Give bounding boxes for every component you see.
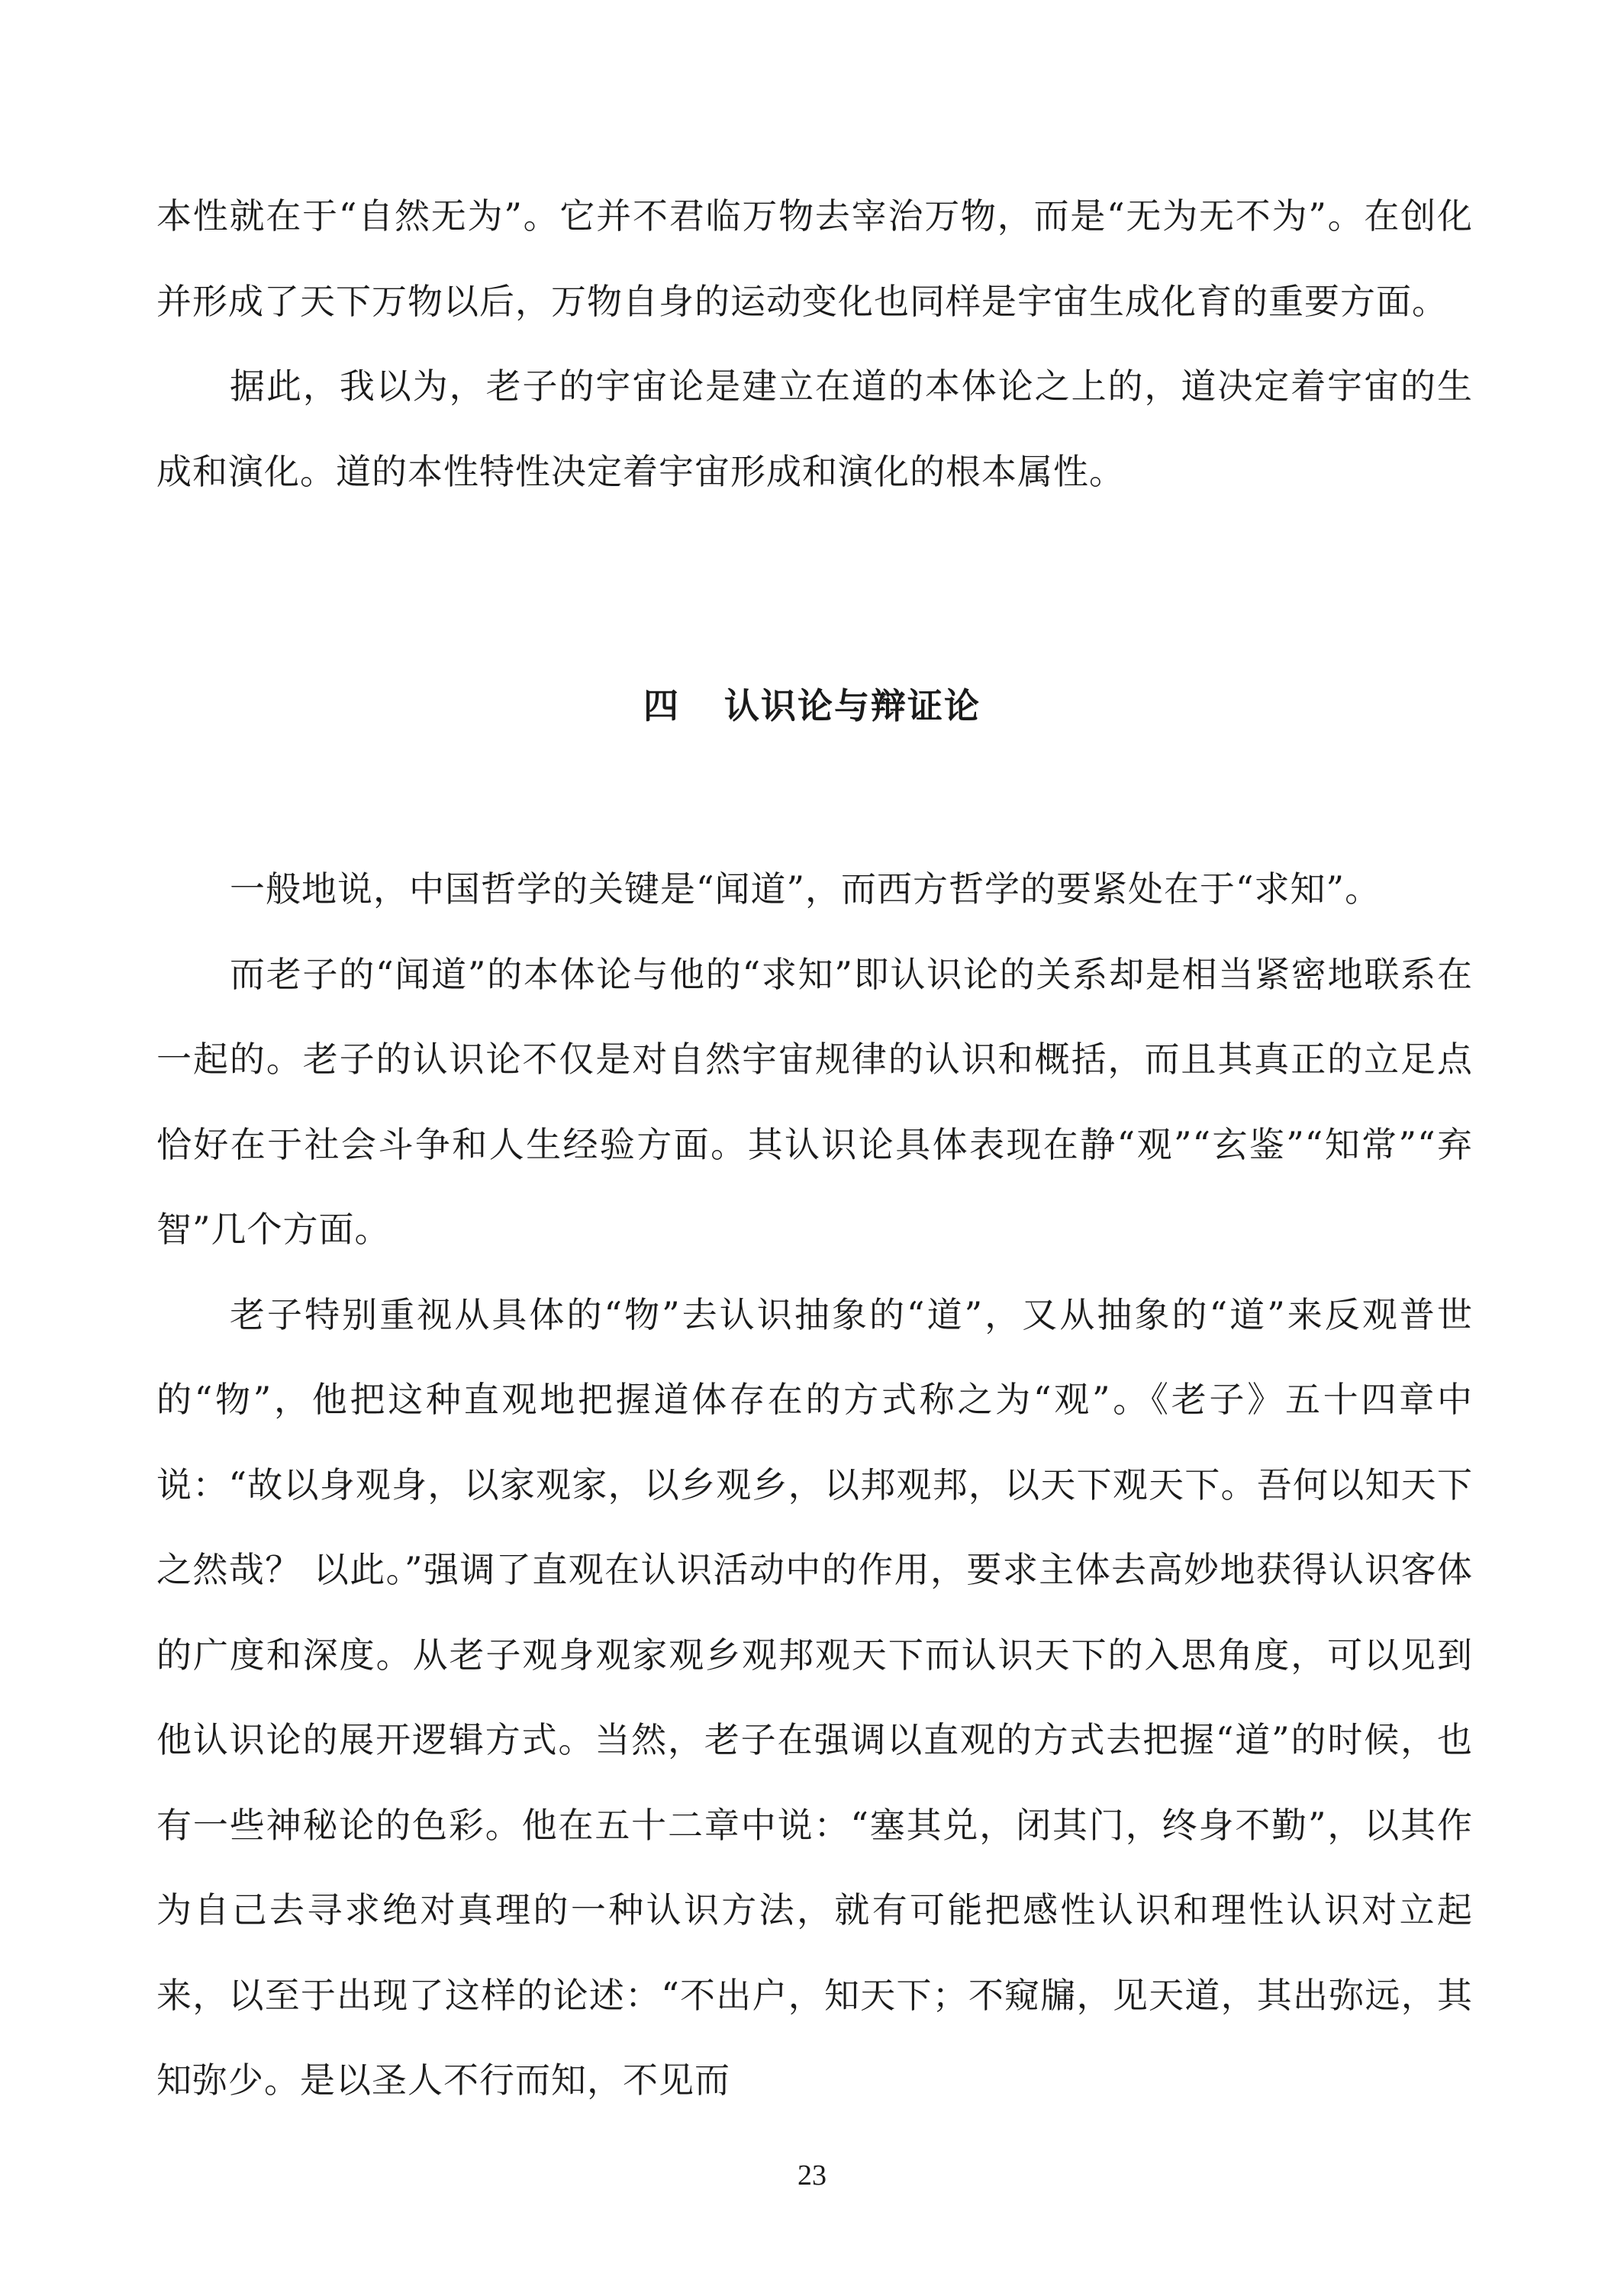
paragraph: 据此，我以为，老子的宇宙论是建立在道的本体论之上的，道决定着宇宙的生成和演化。道的本性特性决定着宇宙形成和演化的根本属性。 [156, 365, 1473, 492]
paragraph: 而老子的“闻道”的本体论与他的“求知”即认识论的关系却是相当紧密地联系在一起的。老子的认识论不仅是对自然宇宙规律的认识和概括，而且其真正的立足点恰好在于社会斗争和人生经验方面。其认识论具体表现在静“观”“玄鉴”“知常”“弃智”几个方面。 [156, 953, 1473, 1250]
text-block-top [156, 174, 1473, 514]
paragraph: 一般地说，中国哲学的关键是“闻道”，而西方哲学的要紧处在于“求知”。 [230, 868, 1381, 910]
paragraph-continuation: 本性就在于“自然无为”。它并不君临万物去宰治万物，而是“无为无不为”。在创化并形成了天下万物以后，万物自身的运动变化也同样是宇宙生成化育的重要方面。 [156, 195, 1473, 322]
section-number: 四 [643, 685, 680, 726]
section-title: 认识论与辩证论 [724, 685, 981, 726]
section-heading [0, 683, 1624, 729]
paragraph: 老子特别重视从具体的“物”去认识抽象的“道”，又从抽象的“道”来反观普世的“物”，他把这种直观地把握道体存在的方式称之为“观”。《老子》五十四章中说：“故以身观身，以家观家，以乡观乡，以邦观邦，以天下观天下。吾何以知天下之然哉？ 以此。”强调了直观在认识活动中的作用，要求主体去高妙地获得认识客体的广度和深度。从老子观身观家观乡观邦观天下而认识天下的入思角度，可以见到他认识论的展开逻辑方式。当然，老子在强调以直观的方式去把握“道”的时候，也有一些神秘论的色彩。他在五十二章中说：“塞其兑，闭其门，终身不勤”，以其作为自己去寻求绝对真理的一种认识方法，就有可能把感性认识和理性认识对立起来，以至于出现了这样的论述：“不出户，知天下；不窥牖，见天道，其出弥远，其知弥少。是以圣人不行而知，不见而 [156, 1293, 1473, 2101]
text-block-bottom [156, 847, 1473, 2124]
page-number: 23 [798, 2159, 826, 2191]
